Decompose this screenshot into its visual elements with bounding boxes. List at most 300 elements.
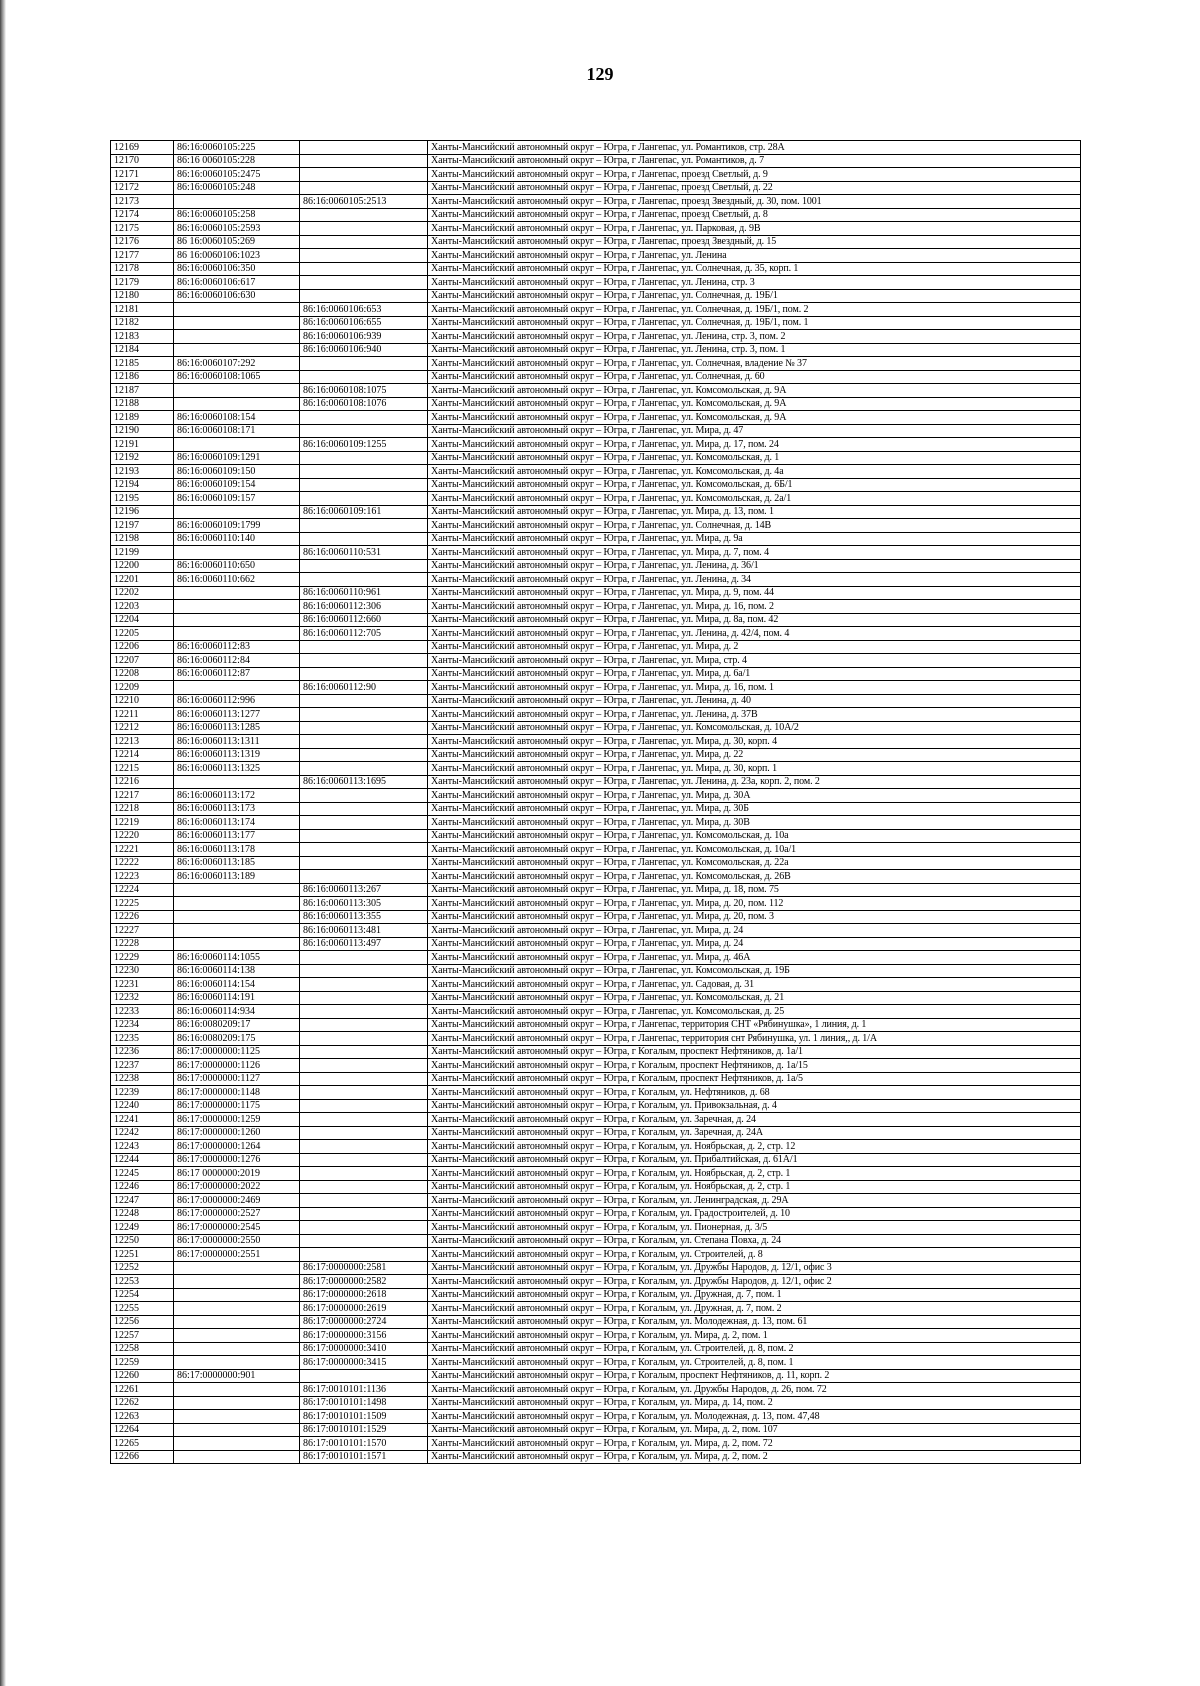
object-address-cell: Ханты-Мансийский автономный округ – Югра, г Лангепас, ул. Ленина, д. 40 — [428, 694, 1081, 708]
object-address-cell: Ханты-Мансийский автономный округ – Югра, г Лангепас, ул. Мира, д. 47 — [428, 424, 1081, 438]
cadastral-number-premises-cell — [300, 1234, 428, 1248]
cadastral-number-premises-cell — [300, 1032, 428, 1046]
table-row — [111, 1315, 1081, 1329]
registry-table-body — [111, 141, 1081, 1464]
cadastral-number-premises-cell — [300, 1045, 428, 1059]
table-row — [111, 1261, 1081, 1275]
object-address-cell: Ханты-Мансийский автономный округ – Югра, г Лангепас, ул. Мира, д. 24 — [428, 937, 1081, 951]
cadastral-number-building-cell — [174, 586, 300, 600]
table-row — [111, 249, 1081, 263]
row-number-cell: 12257 — [111, 1329, 174, 1343]
cadastral-number-premises-cell: 86:16:0060106:940 — [300, 343, 428, 357]
cadastral-number-building-cell: 86:16:0060113:1277 — [174, 708, 300, 722]
row-number-cell: 12248 — [111, 1207, 174, 1221]
row-number-cell: 12216 — [111, 775, 174, 789]
table-row — [111, 141, 1081, 155]
cadastral-number-premises-cell — [300, 465, 428, 479]
table-row — [111, 681, 1081, 695]
row-number-cell: 12184 — [111, 343, 174, 357]
table-row — [111, 1207, 1081, 1221]
cadastral-number-building-cell: 86:17:0000000:1175 — [174, 1099, 300, 1113]
cadastral-number-premises-cell: 86:17:0000000:2724 — [300, 1315, 428, 1329]
object-address-cell: Ханты-Мансийский автономный округ – Югра, г Лангепас, ул. Мира, стр. 4 — [428, 654, 1081, 668]
object-address-cell: Ханты-Мансийский автономный округ – Югра, г Лангепас, ул. Солнечная, д. 19Б/1, пом. 2 — [428, 303, 1081, 317]
object-address-cell: Ханты-Мансийский автономный округ – Югра, г Лангепас, ул. Мира, д. 20, пом. 3 — [428, 910, 1081, 924]
cadastral-number-premises-cell: 86:17:0000000:2581 — [300, 1261, 428, 1275]
object-address-cell: Ханты-Мансийский автономный округ – Югра, г Когалым, ул. Мира, д. 2, пом. 72 — [428, 1437, 1081, 1451]
table-row — [111, 816, 1081, 830]
object-address-cell: Ханты-Мансийский автономный округ – Югра, г Лангепас, ул. Комсомольская, д. 10а — [428, 829, 1081, 843]
object-address-cell: Ханты-Мансийский автономный округ – Югра, г Лангепас, ул. Мира, д. 24 — [428, 924, 1081, 938]
cadastral-number-building-cell — [174, 1410, 300, 1424]
cadastral-number-premises-cell — [300, 1018, 428, 1032]
cadastral-number-building-cell — [174, 1261, 300, 1275]
table-row — [111, 613, 1081, 627]
cadastral-number-building-cell — [174, 1302, 300, 1316]
scan-edge-shadow — [0, 0, 6, 1686]
cadastral-number-building-cell — [174, 505, 300, 519]
object-address-cell: Ханты-Мансийский автономный округ – Югра, г Лангепас, ул. Мира, д. 30В — [428, 816, 1081, 830]
cadastral-number-premises-cell: 86:17:0000000:2619 — [300, 1302, 428, 1316]
cadastral-number-building-cell — [174, 1356, 300, 1370]
object-address-cell: Ханты-Мансийский автономный округ – Югра, г Лангепас, проезд Звездный, д. 30, пом. 1001 — [428, 195, 1081, 209]
table-row — [111, 883, 1081, 897]
table-row — [111, 667, 1081, 681]
object-address-cell: Ханты-Мансийский автономный округ – Югра, г Лангепас, ул. Ленина, стр. 3, пом. 1 — [428, 343, 1081, 357]
object-address-cell: Ханты-Мансийский автономный округ – Югра, г Лангепас, проезд Светлый, д. 9 — [428, 168, 1081, 182]
row-number-cell: 12222 — [111, 856, 174, 870]
cadastral-number-premises-cell — [300, 1207, 428, 1221]
cadastral-number-premises-cell — [300, 829, 428, 843]
cadastral-number-building-cell: 86:16:0060114:934 — [174, 1005, 300, 1019]
cadastral-number-building-cell: 86:17:0000000:1127 — [174, 1072, 300, 1086]
object-address-cell: Ханты-Мансийский автономный округ – Югра, г Лангепас, ул. Солнечная, владение № 37 — [428, 357, 1081, 371]
object-address-cell: Ханты-Мансийский автономный округ – Югра, г Когалым, ул. Ноябрьская, д. 2, стр. 1 — [428, 1180, 1081, 1194]
row-number-cell: 12239 — [111, 1086, 174, 1100]
cadastral-number-premises-cell — [300, 370, 428, 384]
cadastral-number-building-cell — [174, 910, 300, 924]
object-address-cell: Ханты-Мансийский автономный округ – Югра, г Лангепас, ул. Комсомольская, д. 22а — [428, 856, 1081, 870]
table-row — [111, 276, 1081, 290]
cadastral-number-building-cell — [174, 397, 300, 411]
row-number-cell: 12199 — [111, 546, 174, 560]
row-number-cell: 12253 — [111, 1275, 174, 1289]
cadastral-number-building-cell — [174, 1423, 300, 1437]
object-address-cell: Ханты-Мансийский автономный округ – Югра, г Лангепас, ул. Садовая, д. 31 — [428, 978, 1081, 992]
cadastral-number-building-cell: 86:17:0000000:2527 — [174, 1207, 300, 1221]
row-number-cell: 12235 — [111, 1032, 174, 1046]
cadastral-number-building-cell: 86:17:0000000:2469 — [174, 1194, 300, 1208]
object-address-cell: Ханты-Мансийский автономный округ – Югра, г Лангепас, ул. Мира, д. 22 — [428, 748, 1081, 762]
row-number-cell: 12254 — [111, 1288, 174, 1302]
table-row — [111, 1288, 1081, 1302]
cadastral-number-premises-cell — [300, 1086, 428, 1100]
table-row — [111, 1045, 1081, 1059]
table-row — [111, 1410, 1081, 1424]
row-number-cell: 12205 — [111, 627, 174, 641]
row-number-cell: 12266 — [111, 1450, 174, 1464]
cadastral-number-building-cell: 86:16:0060114:1055 — [174, 951, 300, 965]
table-row — [111, 235, 1081, 249]
row-number-cell: 12220 — [111, 829, 174, 843]
row-number-cell: 12196 — [111, 505, 174, 519]
cadastral-number-premises-cell — [300, 978, 428, 992]
cadastral-number-building-cell: 86:17:0000000:1260 — [174, 1126, 300, 1140]
cadastral-number-building-cell — [174, 343, 300, 357]
object-address-cell: Ханты-Мансийский автономный округ – Югра, г Лангепас, ул. Мира, д. 9а — [428, 532, 1081, 546]
row-number-cell: 12183 — [111, 330, 174, 344]
cadastral-number-premises-cell: 86:16:0060113:305 — [300, 897, 428, 911]
cadastral-number-building-cell: 86:17:0000000:1276 — [174, 1153, 300, 1167]
row-number-cell: 12219 — [111, 816, 174, 830]
cadastral-number-building-cell: 86:16:0060113:185 — [174, 856, 300, 870]
cadastral-number-premises-cell — [300, 1167, 428, 1181]
cadastral-number-premises-cell: 86:16:0060108:1076 — [300, 397, 428, 411]
object-address-cell: Ханты-Мансийский автономный округ – Югра, г Лангепас, ул. Мира, д. 17, пом. 24 — [428, 438, 1081, 452]
cadastral-number-building-cell: 86:17:0000000:2551 — [174, 1248, 300, 1262]
table-row — [111, 924, 1081, 938]
cadastral-number-building-cell: 86:16:0060112:84 — [174, 654, 300, 668]
cadastral-number-premises-cell: 86:16:0060109:161 — [300, 505, 428, 519]
table-row — [111, 735, 1081, 749]
row-number-cell: 12232 — [111, 991, 174, 1005]
cadastral-number-building-cell: 86:16 0060105:228 — [174, 154, 300, 168]
row-number-cell: 12252 — [111, 1261, 174, 1275]
cadastral-number-premises-cell: 86:17:0010101:1529 — [300, 1423, 428, 1437]
table-row — [111, 1113, 1081, 1127]
cadastral-number-premises-cell — [300, 843, 428, 857]
row-number-cell: 12198 — [111, 532, 174, 546]
cadastral-number-building-cell: 86:16:0060108:154 — [174, 411, 300, 425]
cadastral-number-building-cell: 86:16:0060110:140 — [174, 532, 300, 546]
cadastral-number-premises-cell — [300, 1140, 428, 1154]
object-address-cell: Ханты-Мансийский автономный округ – Югра, г Когалым, ул. Дружбы Народов, д. 12/1, офис 2 — [428, 1275, 1081, 1289]
row-number-cell: 12256 — [111, 1315, 174, 1329]
table-row — [111, 1180, 1081, 1194]
row-number-cell: 12246 — [111, 1180, 174, 1194]
object-address-cell: Ханты-Мансийский автономный округ – Югра, г Лангепас, ул. Мира, д. 30, корп. 1 — [428, 762, 1081, 776]
table-row — [111, 978, 1081, 992]
table-row — [111, 1221, 1081, 1235]
table-row — [111, 289, 1081, 303]
object-address-cell: Ханты-Мансийский автономный округ – Югра, г Лангепас, ул. Комсомольская, д. 2а/1 — [428, 492, 1081, 506]
cadastral-number-premises-cell — [300, 492, 428, 506]
cadastral-number-premises-cell — [300, 735, 428, 749]
cadastral-number-building-cell — [174, 546, 300, 560]
row-number-cell: 12241 — [111, 1113, 174, 1127]
object-address-cell: Ханты-Мансийский автономный округ – Югра, г Когалым, ул. Молодежная, д. 13, пом. 61 — [428, 1315, 1081, 1329]
cadastral-number-building-cell: 86:16:0060108:171 — [174, 424, 300, 438]
cadastral-number-building-cell: 86:16:0060113:172 — [174, 789, 300, 803]
cadastral-number-premises-cell: 86:17:0010101:1136 — [300, 1383, 428, 1397]
row-number-cell: 12189 — [111, 411, 174, 425]
object-address-cell: Ханты-Мансийский автономный округ – Югра, г Лангепас, ул. Комсомольская, д. 4а — [428, 465, 1081, 479]
cadastral-number-building-cell — [174, 1275, 300, 1289]
table-row — [111, 910, 1081, 924]
cadastral-number-building-cell: 86:16:0060110:662 — [174, 573, 300, 587]
table-row — [111, 1329, 1081, 1343]
row-number-cell: 12202 — [111, 586, 174, 600]
cadastral-number-premises-cell: 86:16:0060106:939 — [300, 330, 428, 344]
cadastral-number-premises-cell: 86:16:0060113:355 — [300, 910, 428, 924]
object-address-cell: Ханты-Мансийский автономный округ – Югра, г Лангепас, ул. Мира, д. 20, пом. 112 — [428, 897, 1081, 911]
cadastral-number-building-cell: 86:16:0080209:17 — [174, 1018, 300, 1032]
table-row — [111, 721, 1081, 735]
cadastral-number-premises-cell: 86:16:0060108:1075 — [300, 384, 428, 398]
cadastral-number-premises-cell — [300, 964, 428, 978]
table-row — [111, 1369, 1081, 1383]
row-number-cell: 12204 — [111, 613, 174, 627]
table-row — [111, 1275, 1081, 1289]
table-row — [111, 181, 1081, 195]
row-number-cell: 12230 — [111, 964, 174, 978]
cadastral-number-building-cell — [174, 775, 300, 789]
table-row — [111, 1383, 1081, 1397]
object-address-cell: Ханты-Мансийский автономный округ – Югра, г Лангепас, ул. Комсомольская, д. 10а/1 — [428, 843, 1081, 857]
cadastral-number-premises-cell — [300, 748, 428, 762]
cadastral-number-building-cell: 86:17:0000000:1148 — [174, 1086, 300, 1100]
row-number-cell: 12200 — [111, 559, 174, 573]
table-row — [111, 1167, 1081, 1181]
object-address-cell: Ханты-Мансийский автономный округ – Югра, г Когалым, ул. Ноябрьская, д. 2, стр. 1 — [428, 1167, 1081, 1181]
cadastral-number-building-cell: 86:16:0060109:1799 — [174, 519, 300, 533]
object-address-cell: Ханты-Мансийский автономный округ – Югра, г Когалым, ул. Дружбы Народов, д. 12/1, офис 3 — [428, 1261, 1081, 1275]
cadastral-number-building-cell: 86:16:0060109:154 — [174, 478, 300, 492]
cadastral-number-building-cell — [174, 195, 300, 209]
object-address-cell: Ханты-Мансийский автономный округ – Югра, г Лангепас, ул. Комсомольская, д. 19Б — [428, 964, 1081, 978]
cadastral-number-premises-cell: 86:17:0010101:1570 — [300, 1437, 428, 1451]
object-address-cell: Ханты-Мансийский автономный округ – Югра, г Лангепас, ул. Мира, д. 16, пом. 2 — [428, 600, 1081, 614]
row-number-cell: 12247 — [111, 1194, 174, 1208]
row-number-cell: 12173 — [111, 195, 174, 209]
row-number-cell: 12264 — [111, 1423, 174, 1437]
object-address-cell: Ханты-Мансийский автономный округ – Югра, г Когалым, ул. Привокзальная, д. 4 — [428, 1099, 1081, 1113]
table-row — [111, 1018, 1081, 1032]
table-row — [111, 802, 1081, 816]
row-number-cell: 12244 — [111, 1153, 174, 1167]
cadastral-number-premises-cell: 86:17:0000000:3410 — [300, 1342, 428, 1356]
row-number-cell: 12210 — [111, 694, 174, 708]
cadastral-number-building-cell: 86:16:0060112:83 — [174, 640, 300, 654]
object-address-cell: Ханты-Мансийский автономный округ – Югра, г Лангепас, ул. Комсомольская, д. 1 — [428, 451, 1081, 465]
row-number-cell: 12258 — [111, 1342, 174, 1356]
row-number-cell: 12174 — [111, 208, 174, 222]
row-number-cell: 12175 — [111, 222, 174, 236]
row-number-cell: 12237 — [111, 1059, 174, 1073]
cadastral-number-premises-cell: 86:17:0000000:2582 — [300, 1275, 428, 1289]
row-number-cell: 12262 — [111, 1396, 174, 1410]
object-address-cell: Ханты-Мансийский автономный округ – Югра, г Когалым, проспект Нефтяников, д. 11, корп. 2 — [428, 1369, 1081, 1383]
cadastral-number-premises-cell — [300, 802, 428, 816]
cadastral-number-building-cell: 86:16:0060114:191 — [174, 991, 300, 1005]
object-address-cell: Ханты-Мансийский автономный округ – Югра, г Лангепас, ул. Комсомольская, д. 25 — [428, 1005, 1081, 1019]
cadastral-number-premises-cell: 86:16:0060105:2513 — [300, 195, 428, 209]
cadastral-number-building-cell: 86:17:0000000:2545 — [174, 1221, 300, 1235]
cadastral-number-premises-cell: 86:16:0060113:1695 — [300, 775, 428, 789]
cadastral-number-building-cell: 86 16:0060105:269 — [174, 235, 300, 249]
table-row — [111, 870, 1081, 884]
table-row — [111, 397, 1081, 411]
table-row — [111, 573, 1081, 587]
row-number-cell: 12194 — [111, 478, 174, 492]
object-address-cell: Ханты-Мансийский автономный округ – Югра, г Лангепас, ул. Ленина, д. 42/4, пом. 4 — [428, 627, 1081, 641]
cadastral-number-premises-cell — [300, 141, 428, 155]
cadastral-number-premises-cell: 86:16:0060113:267 — [300, 883, 428, 897]
cadastral-number-building-cell: 86:16:0060112:996 — [174, 694, 300, 708]
page-number: 129 — [586, 64, 614, 84]
cadastral-number-premises-cell: 86:16:0060112:90 — [300, 681, 428, 695]
row-number-cell: 12217 — [111, 789, 174, 803]
object-address-cell: Ханты-Мансийский автономный округ – Югра, г Лангепас, ул. Мира, д. 6а/1 — [428, 667, 1081, 681]
cadastral-number-premises-cell — [300, 573, 428, 587]
cadastral-number-building-cell: 86:16:0060114:138 — [174, 964, 300, 978]
table-row — [111, 1450, 1081, 1464]
object-address-cell: Ханты-Мансийский автономный округ – Югра, г Лангепас, ул. Мира, д. 7, пом. 4 — [428, 546, 1081, 560]
table-row — [111, 789, 1081, 803]
table-row — [111, 1423, 1081, 1437]
object-address-cell: Ханты-Мансийский автономный округ – Югра, г Лангепас, ул. Солнечная, д. 19Б/1 — [428, 289, 1081, 303]
table-row — [111, 357, 1081, 371]
table-row — [111, 1302, 1081, 1316]
cadastral-number-building-cell: 86:16:0060106:350 — [174, 262, 300, 276]
cadastral-number-premises-cell — [300, 357, 428, 371]
object-address-cell: Ханты-Мансийский автономный округ – Югра, г Лангепас, ул. Ленина, стр. 3, пом. 2 — [428, 330, 1081, 344]
row-number-cell: 12179 — [111, 276, 174, 290]
cadastral-number-building-cell: 86:16:0060106:630 — [174, 289, 300, 303]
table-row — [111, 1437, 1081, 1451]
object-address-cell: Ханты-Мансийский автономный округ – Югра, г Лангепас, ул. Ленина, д. 34 — [428, 573, 1081, 587]
cadastral-number-building-cell — [174, 1396, 300, 1410]
table-row — [111, 546, 1081, 560]
table-row — [111, 1356, 1081, 1370]
cadastral-number-building-cell: 86:17:0000000:2022 — [174, 1180, 300, 1194]
row-number-cell: 12176 — [111, 235, 174, 249]
object-address-cell: Ханты-Мансийский автономный округ – Югра, г Когалым, ул. Степана Повха, д. 24 — [428, 1234, 1081, 1248]
cadastral-number-building-cell: 86:17:0000000:1126 — [174, 1059, 300, 1073]
object-address-cell: Ханты-Мансийский автономный округ – Югра, г Когалым, проспект Нефтяников, д. 1а/15 — [428, 1059, 1081, 1073]
row-number-cell: 12207 — [111, 654, 174, 668]
cadastral-number-premises-cell: 86:16:0060113:497 — [300, 937, 428, 951]
table-row — [111, 600, 1081, 614]
row-number-cell: 12208 — [111, 667, 174, 681]
table-row — [111, 411, 1081, 425]
row-number-cell: 12233 — [111, 1005, 174, 1019]
object-address-cell: Ханты-Мансийский автономный округ – Югра, г Когалым, ул. Дружбы Народов, д. 26, пом. 72 — [428, 1383, 1081, 1397]
cadastral-number-building-cell: 86:16:0060105:248 — [174, 181, 300, 195]
table-row — [111, 505, 1081, 519]
object-address-cell: Ханты-Мансийский автономный округ – Югра, г Когалым, ул. Мира, д. 2, пом. 107 — [428, 1423, 1081, 1437]
row-number-cell: 12187 — [111, 384, 174, 398]
cadastral-number-premises-cell: 86:17:0010101:1571 — [300, 1450, 428, 1464]
cadastral-number-building-cell — [174, 1329, 300, 1343]
cadastral-number-building-cell: 86 16:0060106:1023 — [174, 249, 300, 263]
cadastral-number-building-cell: 86:16:0060109:1291 — [174, 451, 300, 465]
cadastral-number-premises-cell: 86:16:0060112:705 — [300, 627, 428, 641]
object-address-cell: Ханты-Мансийский автономный округ – Югра, г Лангепас, ул. Мира, д. 9, пом. 44 — [428, 586, 1081, 600]
row-number-cell: 12265 — [111, 1437, 174, 1451]
table-row — [111, 897, 1081, 911]
cadastral-number-premises-cell — [300, 519, 428, 533]
row-number-cell: 12170 — [111, 154, 174, 168]
cadastral-number-premises-cell — [300, 816, 428, 830]
table-row — [111, 492, 1081, 506]
object-address-cell: Ханты-Мансийский автономный округ – Югра, г Лангепас, ул. Мира, д. 16, пом. 1 — [428, 681, 1081, 695]
row-number-cell: 12260 — [111, 1369, 174, 1383]
object-address-cell: Ханты-Мансийский автономный округ – Югра, г Лангепас, ул. Комсомольская, д. 26В — [428, 870, 1081, 884]
table-row — [111, 1005, 1081, 1019]
object-address-cell: Ханты-Мансийский автономный округ – Югра, г Когалым, ул. Мира, д. 2, пом. 1 — [428, 1329, 1081, 1343]
row-number-cell: 12201 — [111, 573, 174, 587]
object-address-cell: Ханты-Мансийский автономный округ – Югра, г Лангепас, ул. Романтиков, стр. 28А — [428, 141, 1081, 155]
row-number-cell: 12206 — [111, 640, 174, 654]
row-number-cell: 12172 — [111, 181, 174, 195]
table-row — [111, 559, 1081, 573]
cadastral-number-premises-cell — [300, 1180, 428, 1194]
row-number-cell: 12212 — [111, 721, 174, 735]
cadastral-number-premises-cell — [300, 870, 428, 884]
cadastral-number-building-cell — [174, 1450, 300, 1464]
cadastral-number-premises-cell — [300, 694, 428, 708]
cadastral-number-building-cell: 86:16:0060113:174 — [174, 816, 300, 830]
object-address-cell: Ханты-Мансийский автономный округ – Югра, г Когалым, проспект Нефтяников, д. 1а/1 — [428, 1045, 1081, 1059]
row-number-cell: 12214 — [111, 748, 174, 762]
cadastral-number-building-cell — [174, 438, 300, 452]
row-number-cell: 12231 — [111, 978, 174, 992]
table-row — [111, 1126, 1081, 1140]
object-address-cell: Ханты-Мансийский автономный округ – Югра, г Когалым, ул. Ноябрьская, д. 2, стр. 12 — [428, 1140, 1081, 1154]
cadastral-number-premises-cell — [300, 208, 428, 222]
object-address-cell: Ханты-Мансийский автономный округ – Югра, г Когалым, ул. Молодежная, д. 13, пом. 47,48 — [428, 1410, 1081, 1424]
row-number-cell: 12192 — [111, 451, 174, 465]
table-row — [111, 1032, 1081, 1046]
table-row — [111, 1140, 1081, 1154]
table-row — [111, 1099, 1081, 1113]
cadastral-number-premises-cell — [300, 424, 428, 438]
object-address-cell: Ханты-Мансийский автономный округ – Югра, г Лангепас, ул. Мира, д. 8а, пом. 42 — [428, 613, 1081, 627]
object-address-cell: Ханты-Мансийский автономный округ – Югра, г Лангепас, ул. Мира, д. 2 — [428, 640, 1081, 654]
object-address-cell: Ханты-Мансийский автономный округ – Югра, г Когалым, ул. Строителей, д. 8, пом. 1 — [428, 1356, 1081, 1370]
table-row — [111, 438, 1081, 452]
table-row — [111, 1194, 1081, 1208]
row-number-cell: 12250 — [111, 1234, 174, 1248]
object-address-cell: Ханты-Мансийский автономный округ – Югра, г Лангепас, ул. Мира, д. 30А — [428, 789, 1081, 803]
cadastral-number-building-cell — [174, 681, 300, 695]
cadastral-number-building-cell — [174, 613, 300, 627]
cadastral-number-building-cell: 86:16:0060105:225 — [174, 141, 300, 155]
cadastral-number-building-cell: 86:16:0060105:2475 — [174, 168, 300, 182]
cadastral-number-premises-cell — [300, 1005, 428, 1019]
table-row — [111, 748, 1081, 762]
cadastral-number-building-cell — [174, 1288, 300, 1302]
table-row — [111, 654, 1081, 668]
cadastral-number-premises-cell — [300, 951, 428, 965]
object-address-cell: Ханты-Мансийский автономный округ – Югра, г Лангепас, ул. Солнечная, д. 60 — [428, 370, 1081, 384]
table-row — [111, 1248, 1081, 1262]
cadastral-number-building-cell: 86:16:0060113:178 — [174, 843, 300, 857]
object-address-cell: Ханты-Мансийский автономный округ – Югра, г Когалым, ул. Заречная, д. 24 — [428, 1113, 1081, 1127]
object-address-cell: Ханты-Мансийский автономный округ – Югра, г Лангепас, ул. Мира, д. 18, пом. 75 — [428, 883, 1081, 897]
cadastral-number-premises-cell: 86:17:0000000:3156 — [300, 1329, 428, 1343]
cadastral-number-building-cell: 86:16:0060113:1319 — [174, 748, 300, 762]
row-number-cell: 12203 — [111, 600, 174, 614]
row-number-cell: 12197 — [111, 519, 174, 533]
row-number-cell: 12223 — [111, 870, 174, 884]
row-number-cell: 12186 — [111, 370, 174, 384]
table-row — [111, 991, 1081, 1005]
table-row — [111, 708, 1081, 722]
object-address-cell: Ханты-Мансийский автономный округ – Югра, г Лангепас, ул. Солнечная, д. 14В — [428, 519, 1081, 533]
cadastral-number-building-cell: 86:16:0060108:1065 — [174, 370, 300, 384]
